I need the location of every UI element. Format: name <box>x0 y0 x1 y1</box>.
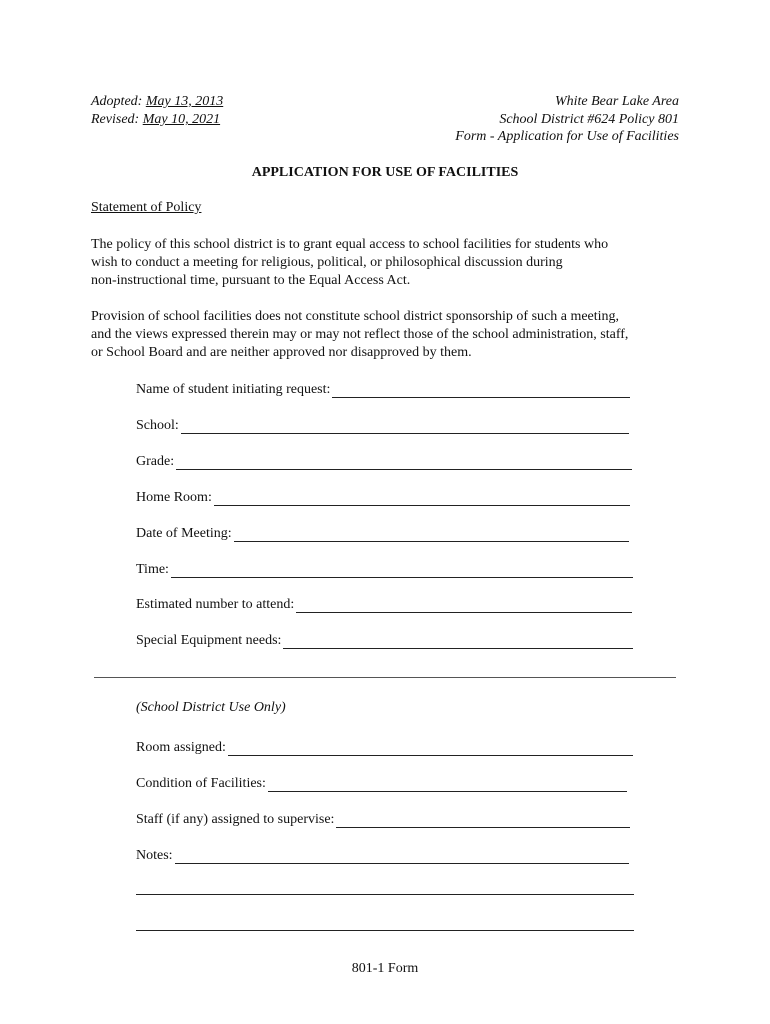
field-label: Staff (if any) assigned to supervise: <box>136 812 335 827</box>
attendance-field[interactable] <box>136 593 632 613</box>
condition-input[interactable] <box>268 777 627 792</box>
school-input[interactable] <box>181 419 629 434</box>
field-label: Notes: <box>136 848 173 863</box>
attendance-input[interactable] <box>296 598 632 613</box>
meeting-date-field[interactable] <box>136 522 629 542</box>
policy-paragraph <box>91 236 691 290</box>
notes-extra-line[interactable] <box>136 894 634 895</box>
paragraph-line: or School Board and are neither approved nor disapproved by them. <box>91 345 472 360</box>
condition-field[interactable] <box>136 772 627 792</box>
adopted-date: May 13, 2013 <box>145 94 224 109</box>
field-label: Condition of Facilities: <box>136 776 266 791</box>
paragraph-line: wish to conduct a meeting for religious, political, or philosophical discussion during <box>91 255 563 270</box>
field-label: School: <box>136 418 179 433</box>
revised-date: May 10, 2021 <box>142 112 221 127</box>
paragraph-line: The policy of this school district is to grant equal access to school facilities for students who <box>91 237 609 252</box>
paragraph-line: Provision of school facilities does not constitute school district sponsorship of such a meeting, <box>91 309 620 324</box>
sponsorship-paragraph <box>91 308 691 362</box>
home-room-field[interactable] <box>136 486 630 506</box>
adopted-label: Adopted: <box>91 94 143 109</box>
document-title: APPLICATION FOR USE OF FACILITIES <box>251 165 519 180</box>
field-label: Room assigned: <box>136 740 226 755</box>
section-divider <box>94 677 676 678</box>
home-room-input[interactable] <box>214 491 630 506</box>
page-footer: 801-1 Form <box>351 961 419 976</box>
district-policy: School District #624 Policy 801 <box>499 111 679 127</box>
field-label: Home Room: <box>136 490 212 505</box>
notes-extra-line[interactable] <box>136 930 634 931</box>
time-input[interactable] <box>171 563 633 578</box>
revised-label: Revised: <box>91 112 140 127</box>
staff-field[interactable] <box>136 808 630 828</box>
grade-input[interactable] <box>176 455 632 470</box>
field-label: Grade: <box>136 454 175 469</box>
staff-input[interactable] <box>336 813 630 828</box>
field-label: Special Equipment needs: <box>136 633 282 648</box>
form-name: Form - Application for Use of Facilities <box>455 129 679 144</box>
adopted-line <box>91 93 223 111</box>
room-assigned-input[interactable] <box>228 741 633 756</box>
field-label: Time: <box>136 562 169 577</box>
student-name-field[interactable] <box>136 378 630 398</box>
field-label: Estimated number to attend: <box>136 597 295 612</box>
notes-input[interactable] <box>175 849 629 864</box>
paragraph-line: non-instructional time, pursuant to the Equal Access Act. <box>91 273 411 288</box>
room-assigned-field[interactable] <box>136 736 633 756</box>
time-field[interactable] <box>136 558 633 578</box>
notes-field[interactable] <box>136 844 629 864</box>
adoption-info <box>91 93 223 129</box>
student-name-input[interactable] <box>332 383 630 398</box>
district-info <box>455 93 679 146</box>
paragraph-line: and the views expressed therein may or may not reflect those of the school administration, staff, <box>91 327 629 342</box>
district-use-heading: (School District Use Only) <box>136 700 286 715</box>
grade-field[interactable] <box>136 450 632 470</box>
equipment-field[interactable] <box>136 629 633 649</box>
equipment-input[interactable] <box>283 634 633 649</box>
school-field[interactable] <box>136 414 629 434</box>
field-label: Date of Meeting: <box>136 526 232 541</box>
revised-line <box>91 111 223 129</box>
statement-heading: Statement of Policy <box>91 200 202 215</box>
meeting-date-input[interactable] <box>234 527 629 542</box>
district-area: White Bear Lake Area <box>554 94 679 109</box>
field-label: Name of student initiating request: <box>136 382 331 397</box>
